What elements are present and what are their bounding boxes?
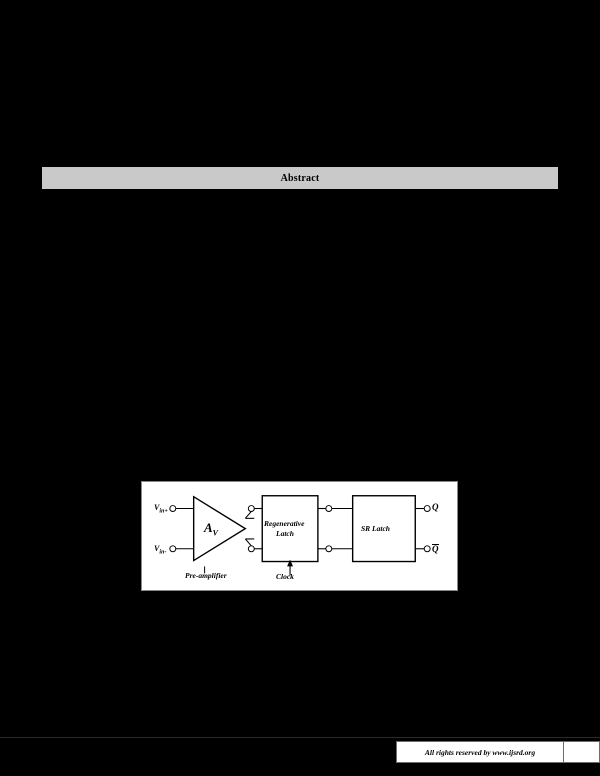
figure-label-regenerative-latch-line1: Regenerative <box>264 519 305 528</box>
figure-label-gain: $A_V$ <box>204 520 219 538</box>
footer-rights-box <box>396 741 564 763</box>
footer-page-box <box>564 741 600 763</box>
figure-label-output-q-bar: Q <box>432 544 439 554</box>
figure-label-clock: Clock <box>276 572 294 581</box>
figure-label-vin-plus: $V_{in+}$ <box>154 503 168 515</box>
footer-divider <box>0 737 600 738</box>
abstract-heading-band <box>42 167 558 189</box>
abstract-title: Abstract <box>280 172 320 184</box>
figure-label-regenerative-latch-line2: Latch <box>276 529 294 538</box>
figure-label-vin-minus: $V_{in-}$ <box>154 544 167 556</box>
figure-label-output-q: Q <box>432 502 439 512</box>
footer <box>396 741 600 763</box>
footer-rights-text: All rights reserved by www.ijsrd.org <box>424 747 536 757</box>
figure-label-sr-latch: SR Latch <box>361 524 390 533</box>
figure-comparator-block-diagram <box>141 481 458 591</box>
figure-canvas <box>142 482 457 590</box>
figure-label-preamplifier: Pre-amplifier <box>185 571 227 580</box>
